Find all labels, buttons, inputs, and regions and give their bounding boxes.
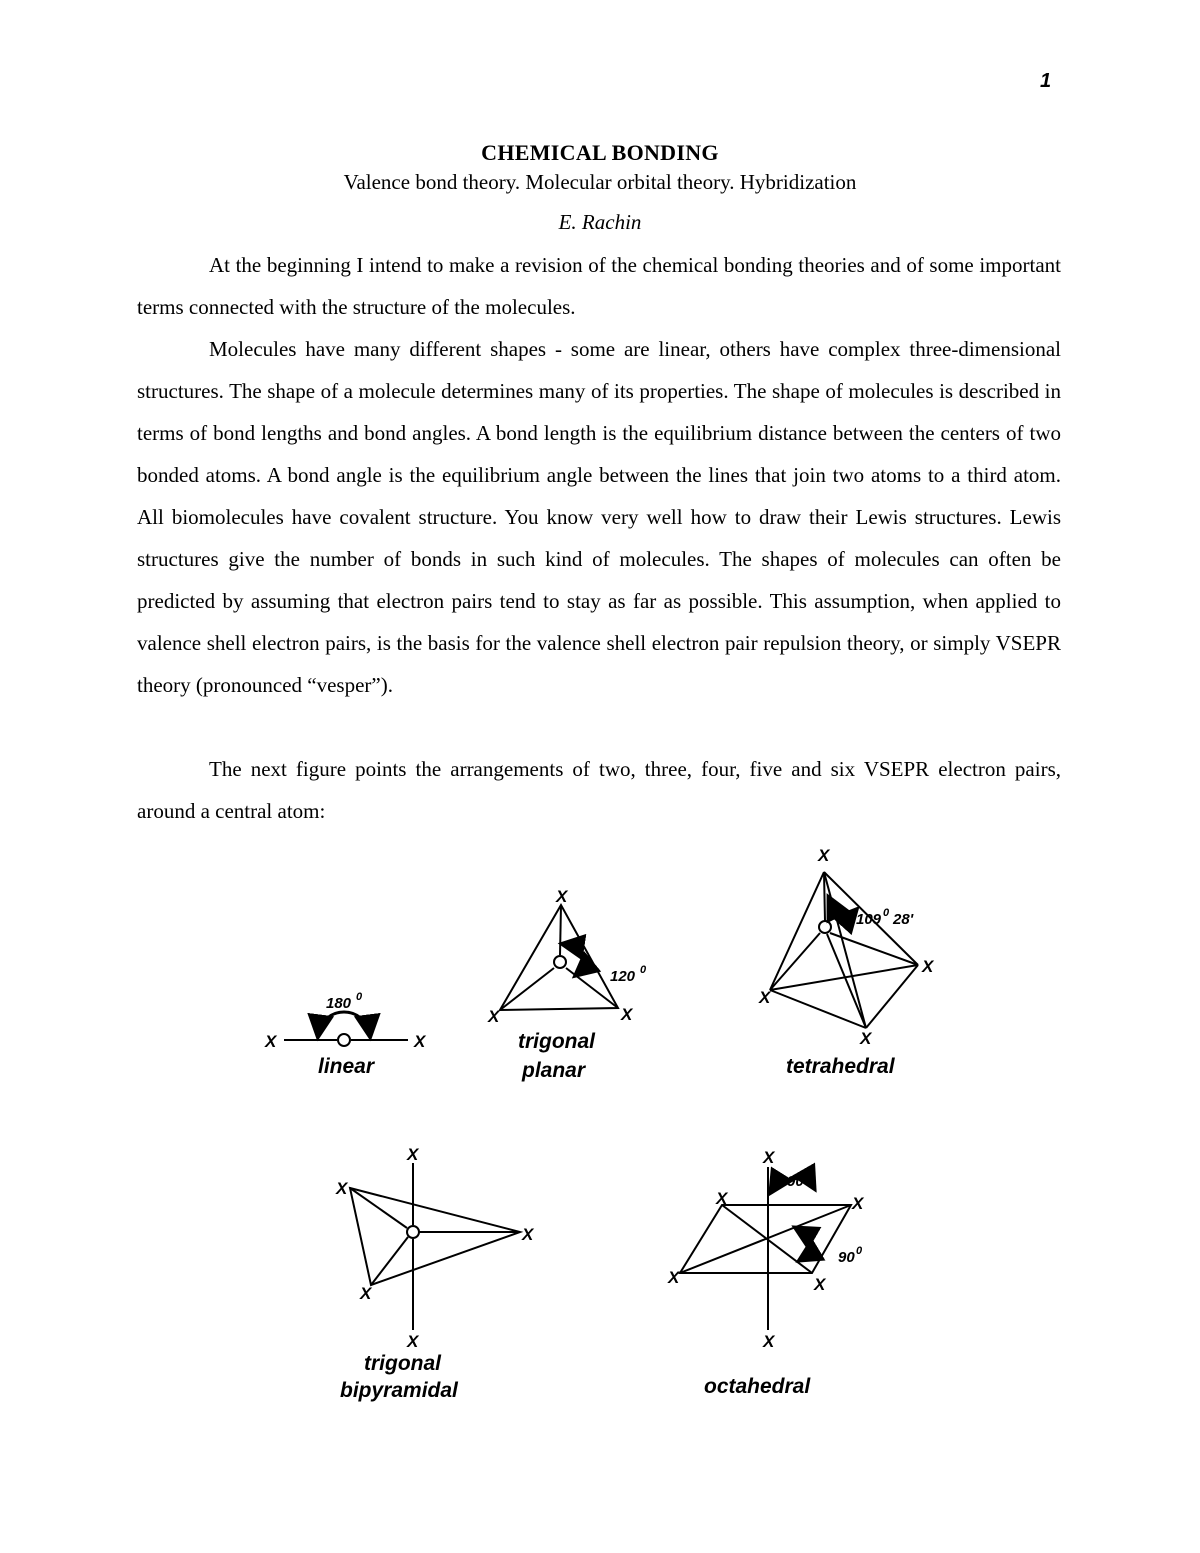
- angle-label: 180: [326, 995, 352, 1012]
- atom-label: X: [407, 1332, 419, 1351]
- trigonal-bipyramidal-diagram: [335, 1145, 535, 1402]
- caption-trigonal: trigonal: [518, 1030, 595, 1053]
- angle-label: 90: [838, 1249, 855, 1266]
- atom-label: X: [759, 988, 771, 1007]
- tetrahedral-diagram: [758, 846, 935, 1078]
- atom-label: X: [860, 1029, 872, 1048]
- caption-octahedral: octahedral: [704, 1375, 811, 1398]
- author-name: E. Rachin: [558, 210, 642, 234]
- atom-label: X: [668, 1268, 680, 1287]
- degree-superscript: 0: [805, 1169, 812, 1181]
- document-subtitle: Valence bond theory. Molecular orbital theory. Hybridization: [343, 170, 857, 194]
- linear-diagram: [264, 991, 427, 1078]
- caption-planar: planar: [522, 1059, 586, 1082]
- caption-linear: linear: [318, 1055, 375, 1078]
- trigonal-planar-diagram: [487, 887, 647, 1082]
- atom-label: X: [814, 1275, 826, 1294]
- central-atom: [554, 956, 566, 968]
- caption-trigonal: trigonal: [364, 1352, 441, 1375]
- atom-label: X: [716, 1189, 728, 1208]
- atom-label: X: [336, 1179, 348, 1198]
- atom-label: X: [407, 1145, 419, 1164]
- atom-label: X: [556, 887, 568, 906]
- page-number: 1: [1040, 70, 1052, 92]
- atom-label: X: [265, 1032, 277, 1051]
- angle-label: 120: [610, 968, 636, 985]
- degree-superscript: 0: [883, 907, 890, 919]
- degree-superscript: 0: [356, 991, 363, 1003]
- central-atom: [338, 1034, 350, 1046]
- caption-tetrahedral: tetrahedral: [786, 1055, 895, 1078]
- degree-superscript: 0: [856, 1245, 863, 1257]
- paragraph-molecule-shapes: Molecules have many different shapes - some are linear, others have complex three-dimensional structures. The shape of a molecule determines many of its properties. The shape of molecules is described in terms of bond lengths and bond angles. A bond length is the equilibrium distance between the centers of two bonded atoms. A bond angle is the equilibrium angle between the lines that join two atoms to a third atom. All biomolecules have covalent structure. You know very well how to draw their Lewis structures. Lewis structures give the number of bonds in such kind of molecules. The shapes of molecules can often be predicted by assuming that electron pairs tend to stay as far as possible. This assumption, when applied to valence shell electron pairs, is the basis for the valence shell electron pair repulsion theory, or simply VSEPR theory (pronounced “vesper”).: [137, 337, 1061, 697]
- atom-label: X: [763, 1148, 775, 1167]
- atom-label: X: [360, 1284, 372, 1303]
- atom-label: X: [852, 1194, 864, 1213]
- caption-bipyramidal: bipyramidal: [340, 1379, 458, 1402]
- degree-superscript: 0: [640, 964, 647, 976]
- central-atom: [407, 1226, 419, 1238]
- document-title: CHEMICAL BONDING: [481, 140, 719, 165]
- angle-label: 109: [856, 911, 882, 928]
- atom-label: X: [488, 1007, 500, 1026]
- atom-label: X: [621, 1005, 633, 1024]
- atom-label: X: [763, 1332, 775, 1351]
- paragraph-figure-intro: The next figure points the arrangements of two, three, four, five and six VSEPR electron pairs, around a central atom:: [137, 757, 1061, 823]
- atom-label: X: [922, 957, 934, 976]
- angle-label: 90: [787, 1173, 804, 1190]
- atom-label: X: [818, 846, 830, 865]
- angle-minutes-label: 28': [893, 911, 914, 928]
- paragraph-intro: At the beginning I intend to make a revision of the chemical bonding theories and of some important terms connected with the structure of the molecules.: [137, 253, 1061, 319]
- atom-label: X: [522, 1225, 534, 1244]
- octahedral-diagram: [667, 1148, 865, 1398]
- central-atom: [819, 921, 831, 933]
- atom-label: X: [414, 1032, 426, 1051]
